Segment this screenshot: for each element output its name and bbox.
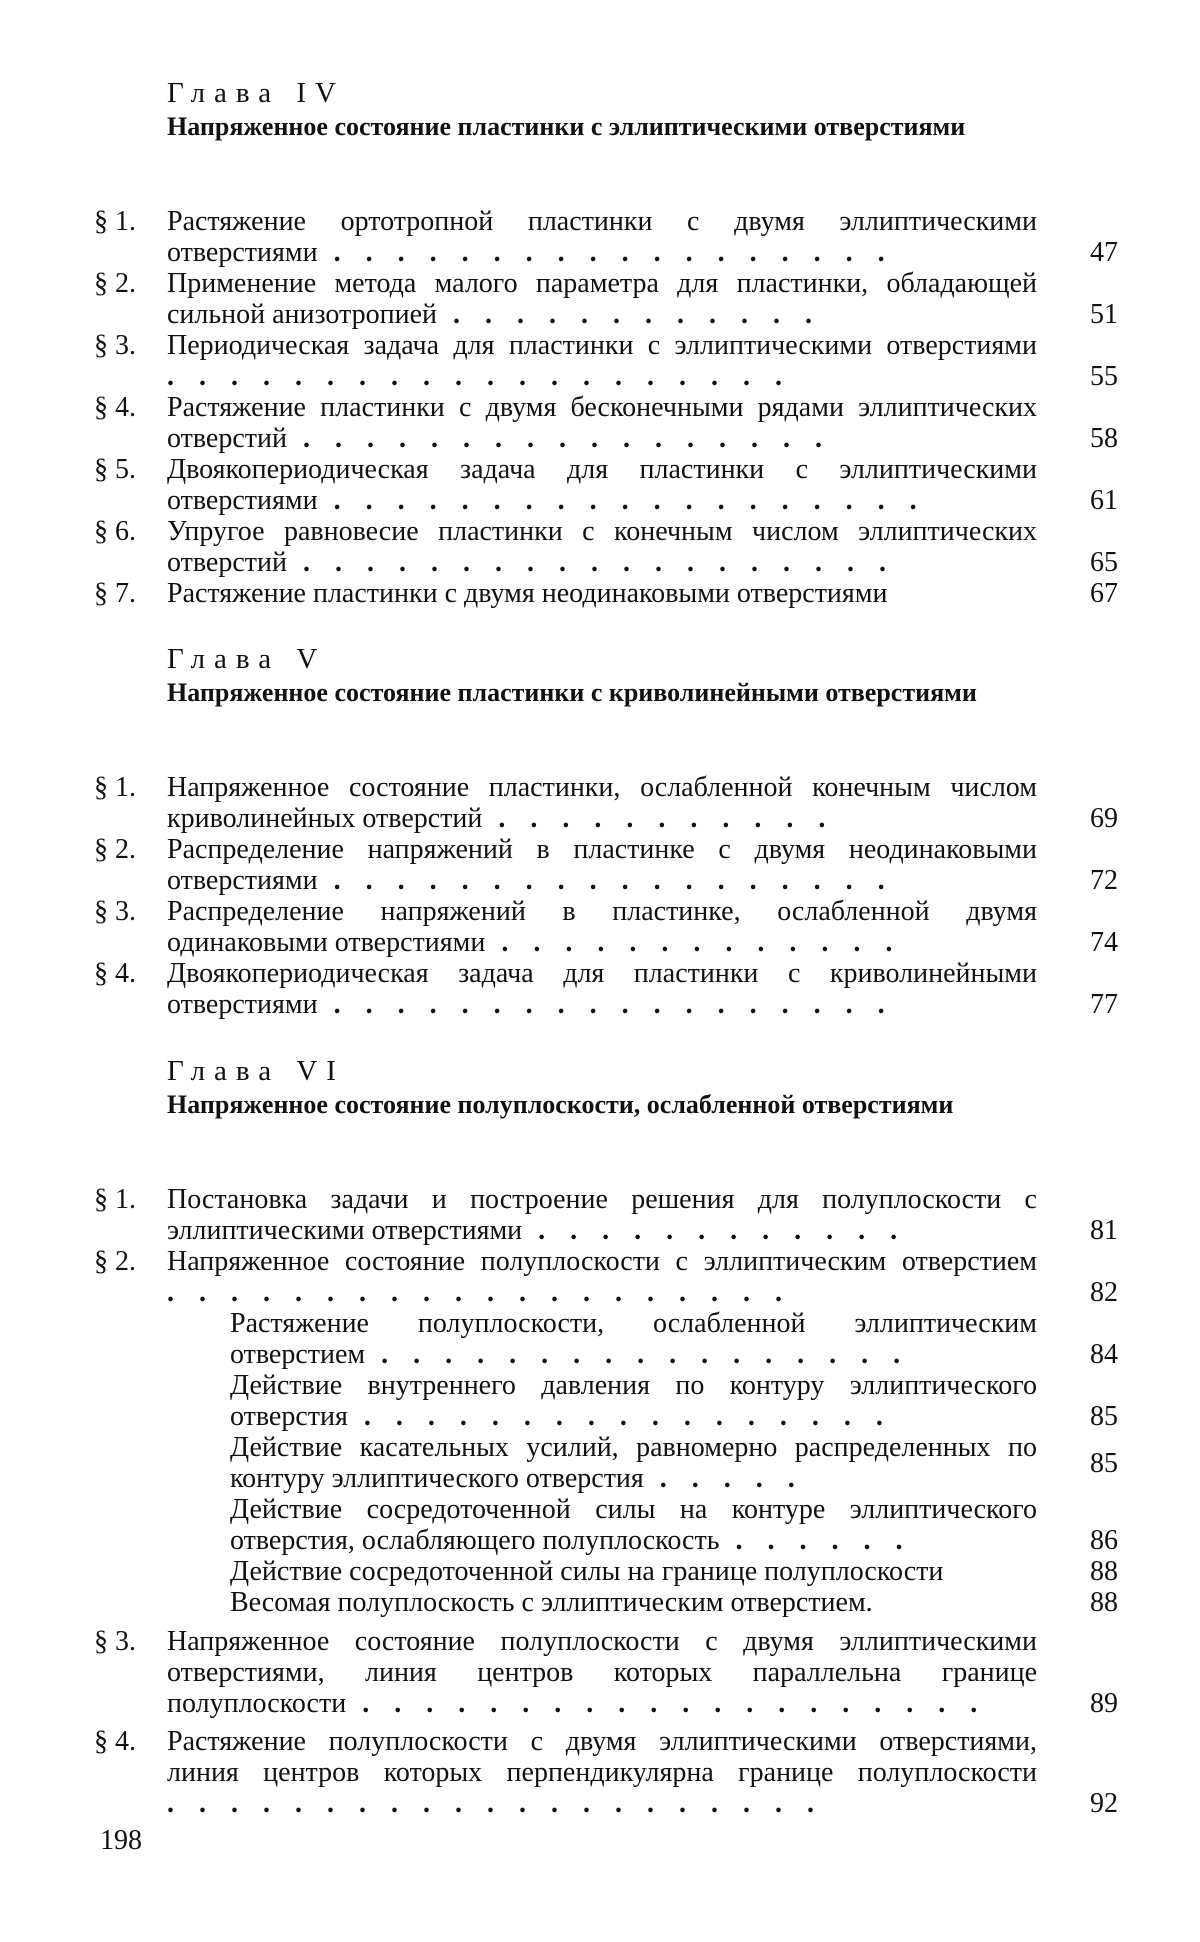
entry-text: Растяжение ортотропной пластинки с двумя эллиптическими отверстиями . . . . . . . . . . . . . . . . . . [167, 206, 1037, 268]
section-mark: § 5. [94, 454, 136, 485]
footer-page-number: 198 [100, 1825, 142, 1856]
section-mark: § 1. [94, 206, 136, 237]
entry-text: Растяжение полуплоскости, ослабленной эллиптическим отверстием . . . . . . . . . . . . . . . . . [230, 1308, 1037, 1370]
page-number: 69 [1090, 803, 1118, 834]
page-number: 51 [1090, 299, 1118, 330]
entry-text: Упругое равновесие пластинки с конечным числом эллиптических отверстий . . . . . . . . . . . . . . . . . . . [167, 516, 1037, 578]
page-number: 77 [1090, 989, 1118, 1020]
entry-text: Действие сосредоточенной силы на контуре эллиптического отверстия, ослабляющего полуплоскость . . . . . . [230, 1494, 1037, 1556]
page-number: 65 [1090, 547, 1118, 578]
entry-text: Постановка задачи и построение решения для полуплоскости с эллиптическими отверстиями . . . . . . . . . . . . [167, 1184, 1037, 1246]
entry-text: Двоякопериодическая задача для пластинки с криволинейными отверстиями . . . . . . . . . . . . . . . . . . [167, 958, 1037, 1020]
chapter-5-title: Напряженное состояние пластинки с криволинейными отверстиями [167, 678, 977, 707]
section-mark: § 2. [94, 834, 136, 865]
entry-text: Периодическая задача для пластинки с эллиптическими отверстиями . . . . . . . . . . . . . . . . . . . . [167, 330, 1037, 392]
section-mark: § 6. [94, 516, 136, 547]
page-number: 86 [1090, 1525, 1118, 1556]
entry-text: Применение метода малого параметра для пластинки, обладающей сильной анизотропией . . . . . . . . . . . . [167, 268, 1037, 330]
chapter-4-title: Напряженное состояние пластинки с эллиптическими отверстиями [167, 112, 966, 141]
entry-text: Распределение напряжений в пластинке с двумя неодинаковыми отверстиями . . . . . . . . . . . . . . . . . . [167, 834, 1037, 896]
entry-text: Растяжение пластинки с двумя бесконечными рядами эллиптических отверстий . . . . . . . . . . . . . . . . . [167, 392, 1037, 454]
entry-text: Двоякопериодическая задача для пластинки с эллиптическими отверстиями . . . . . . . . . . . . . . . . . . . [167, 454, 1037, 516]
section-mark: § 4. [94, 392, 136, 423]
entry-text: Напряженное состояние пластинки, ослабленной конечным числом криволинейных отверстий . . . . . . . . . . . [167, 772, 1037, 834]
section-mark: § 3. [94, 896, 136, 927]
section-mark: § 7. [94, 578, 136, 609]
chapter-6-title: Напряженное состояние полуплоскости, ослабленной отверстиями [167, 1090, 954, 1119]
page-number: 85 [1090, 1401, 1118, 1432]
page-number: 74 [1090, 927, 1118, 958]
page-number: 55 [1090, 361, 1118, 392]
page-number: 88 [1090, 1556, 1118, 1587]
page-number: 58 [1090, 423, 1118, 454]
page-number: 81 [1090, 1215, 1118, 1246]
section-mark: § 3. [94, 330, 136, 361]
entry-text: Напряженное состояние полуплоскости с двумя эллиптическими отверстиями, линия центров которых параллельна границе полуплоскости . . . . . . . . . . . . . . . . . . . . [167, 1626, 1037, 1719]
section-mark: § 2. [94, 1246, 136, 1277]
chapter-6-label: Глава VI [167, 1055, 345, 1087]
page-number: 61 [1090, 485, 1118, 516]
entry-text: Напряженное состояние полуплоскости с эллиптическим отверстием . . . . . . . . . . . . . . . . . . . . [167, 1246, 1037, 1308]
page-number: 47 [1090, 237, 1118, 268]
section-mark: § 3. [94, 1626, 136, 1657]
chapter-5-label: Глава V [167, 643, 327, 675]
page-number: 82 [1090, 1277, 1118, 1308]
entry-text: Действие касательных усилий, равномерно распределенных по контуру эллиптического отверстия . . . . . [230, 1432, 1037, 1494]
entry-text: Действие внутреннего давления по контуру эллиптического отверстия . . . . . . . . . . . . . . . . . [230, 1370, 1037, 1432]
page-number: 88 [1090, 1587, 1118, 1618]
page-number: 85 [1090, 1448, 1118, 1479]
page-number: 89 [1090, 1688, 1118, 1719]
entry-text: Распределение напряжений в пластинке, ослабленной двумя одинаковыми отверстиями . . . . . . . . . . . . . [167, 896, 1037, 958]
page-number: 92 [1090, 1788, 1118, 1819]
page-number: 67 [1090, 578, 1118, 609]
entry-text: Растяжение полуплоскости с двумя эллиптическими отверстиями, линия центров которых перпендикулярна границе полуплоскости . . . . . . . . . . . . . . . . . . . . . [167, 1726, 1037, 1819]
section-mark: § 1. [94, 772, 136, 803]
page-number: 72 [1090, 865, 1118, 896]
section-mark: § 4. [94, 1726, 136, 1757]
entry-text: Весомая полуплоскость с эллиптическим отверстием. [230, 1587, 873, 1618]
chapter-4-label: Глава IV [167, 77, 345, 109]
page-number: 84 [1090, 1339, 1118, 1370]
section-mark: § 2. [94, 268, 136, 299]
entry-text: Растяжение пластинки с двумя неодинаковыми отверстиями [167, 578, 888, 609]
entry-text: Действие сосредоточенной силы на границе полуплоскости [230, 1556, 944, 1587]
section-mark: § 4. [94, 958, 136, 989]
section-mark: § 1. [94, 1184, 136, 1215]
